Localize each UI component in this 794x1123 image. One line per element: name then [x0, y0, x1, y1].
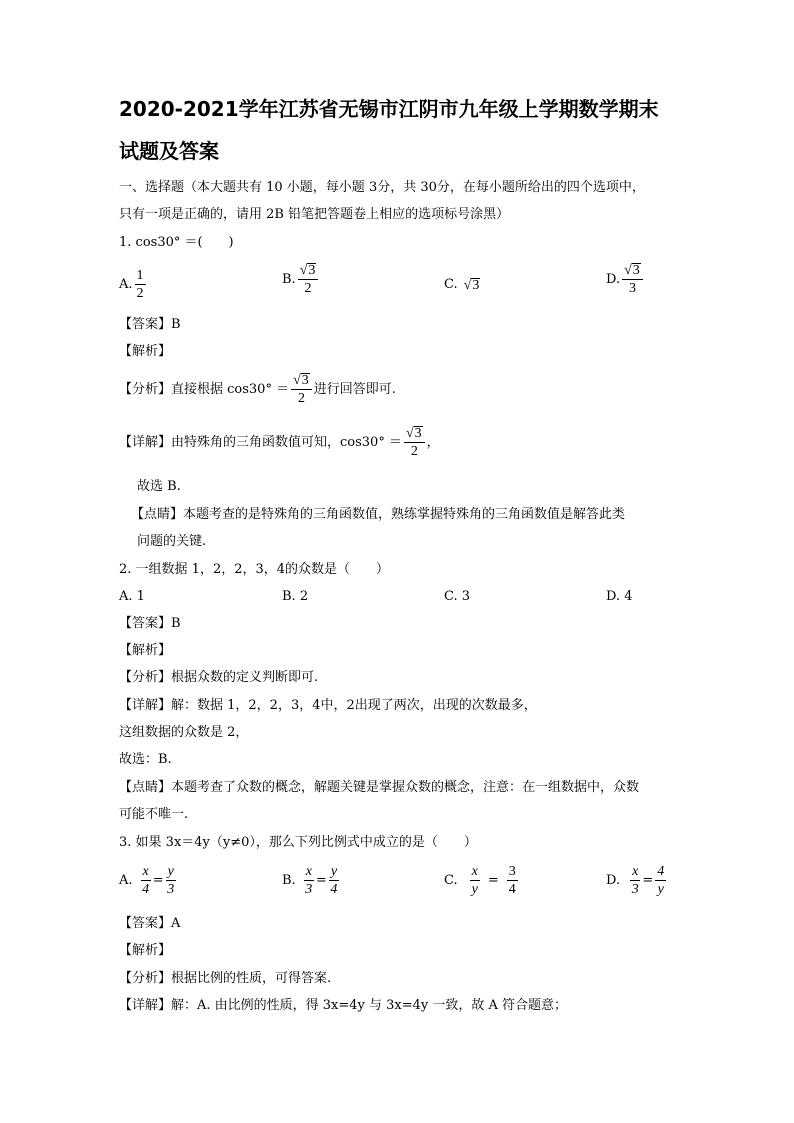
- q3-option-a-right-numerator: y: [167, 864, 174, 879]
- q1-option-c-radicand: 3: [472, 277, 480, 293]
- q1-xiangjie-radicand: 3: [414, 426, 422, 441]
- sqrt-symbol: √ 3: [624, 263, 640, 278]
- q3-analysis-heading: 【解析】: [119, 943, 172, 958]
- q3-option-a-right-fraction: [166, 864, 176, 897]
- q1-fenxi-suffix: 进行回答即可.: [313, 381, 396, 397]
- q3-option-b-left-fraction: [304, 864, 314, 897]
- q1-option-b: [282, 263, 320, 296]
- q1-fenxi-fraction: [291, 373, 312, 406]
- q3-option-c-right-denominator: 4: [508, 882, 516, 897]
- q3-option-d-right-numerator: 4: [657, 864, 665, 879]
- q3-xiangjie: 【详解】解：A. 由比例的性质，得 3x=4y 与 3x=4y 一致，故 A 符合题意；: [119, 998, 568, 1013]
- q3-option-b-label: B.: [282, 872, 296, 888]
- q1-option-c: [444, 277, 480, 293]
- q1-option-d-numerator: [622, 263, 643, 280]
- q3-option-a: [119, 864, 178, 897]
- q3-option-d-left-fraction: [630, 864, 640, 897]
- q3-option-a-left-denominator: 4: [142, 882, 150, 897]
- q1-xiangjie-numerator: [404, 426, 425, 443]
- q1-xiangjie-fraction: [404, 426, 425, 459]
- q3-option-c-right-numerator: 3: [508, 864, 516, 879]
- q1-xiangjie-denominator: 2: [410, 444, 418, 459]
- q1-option-a-label: A.: [119, 276, 133, 292]
- sqrt-symbol: √ 3: [463, 277, 480, 293]
- q1-option-a-denominator: 2: [136, 286, 144, 301]
- q3-option-b-right-numerator: y: [330, 864, 338, 879]
- q3-option-d-left-numerator: x: [632, 864, 639, 879]
- sqrt-symbol: √ 3: [405, 426, 422, 441]
- q3-option-b-right-fraction: [329, 864, 339, 897]
- q3-option-c: [444, 864, 520, 897]
- q1-choose: 故选 B.: [137, 479, 181, 494]
- q1-xiangjie-suffix: ，: [426, 434, 440, 450]
- q1-fenxi: [119, 373, 396, 406]
- q1-fenxi-radicand: 3: [301, 373, 309, 388]
- q2-analysis-heading: 【解析】: [119, 643, 172, 658]
- sqrt-symbol: √ 3: [293, 373, 309, 388]
- q1-analysis-heading: 【解析】: [119, 344, 172, 359]
- q3-option-b-equals: =: [315, 872, 327, 888]
- q1-option-b-denominator: 2: [304, 281, 312, 296]
- q3-option-d-right-denominator: y: [657, 882, 664, 897]
- q1-option-d-radicand: 3: [632, 263, 640, 278]
- q1-fenxi-denominator: 2: [297, 391, 305, 406]
- q1-option-a-numerator: 1: [136, 268, 144, 283]
- q1-dianjing-line1: 【点睛】本题考查的是特殊角的三角函数值，熟练掌握特殊角的三角函数值是解答此类: [131, 507, 626, 522]
- q3-option-b-left-denominator: 3: [305, 882, 313, 897]
- q3-answer: 【答案】A: [119, 916, 181, 931]
- q1-option-d-denominator: 3: [628, 281, 636, 296]
- q2-dianjing-line1: 【点睛】本题考查了众数的概念，解题关键是掌握众数的概念，注意：在一组数据中，众数: [119, 780, 640, 795]
- q1-option-d-fraction: [622, 263, 643, 296]
- q1-option-b-radicand: 3: [308, 263, 316, 278]
- section-header-line2: 只有一项是正确的，请用 2B 铅笔把答题卷上相应的选项标号涂黑）: [119, 207, 510, 222]
- q1-option-b-numerator: [298, 263, 319, 280]
- q3-option-a-left-fraction: [141, 864, 151, 897]
- q2-dianjing-line2: 可能不唯一.: [119, 807, 189, 822]
- q3-fenxi: 【分析】根据比例的性质，可得答案.: [119, 971, 332, 986]
- q3-option-b-left-numerator: x: [305, 864, 312, 879]
- q3-option-d: [606, 864, 668, 897]
- q1-stem: 1. cos30° ＝( ): [119, 235, 234, 250]
- q2-option-a: A. 1: [119, 589, 145, 604]
- q3-option-c-left-fraction: [470, 864, 480, 897]
- q1-option-a: [119, 268, 148, 301]
- doc-title-line1: 2020-2021学年江苏省无锡市江阴市九年级上学期数学期末: [119, 97, 659, 121]
- q1-answer: 【答案】B: [119, 317, 181, 332]
- q1-dianjing-line2: 问题的关键.: [137, 534, 207, 549]
- q3-option-a-right-denominator: 3: [167, 882, 175, 897]
- q3-option-b-right-denominator: 4: [330, 882, 338, 897]
- q3-option-d-label: D.: [606, 872, 621, 888]
- q1-xiangjie-prefix: 【详解】由特殊角的三角函数值可知，cos30° ＝: [119, 434, 402, 450]
- q3-option-c-left-denominator: y: [471, 882, 478, 897]
- q1-option-a-fraction: [135, 268, 146, 301]
- q2-option-d: D. 4: [606, 589, 633, 604]
- q2-fenxi: 【分析】根据众数的定义判断即可.: [119, 670, 319, 685]
- q3-option-d-left-denominator: 3: [631, 882, 639, 897]
- q1-option-b-fraction: [298, 263, 319, 296]
- q3-option-c-equals: =: [487, 872, 499, 888]
- q2-option-c: C. 3: [444, 589, 471, 604]
- q3-option-a-label: A.: [119, 872, 133, 888]
- q2-option-b: B. 2: [282, 589, 309, 604]
- q3-stem: 3. 如果 3x＝4y（y≠0），那么下列比例式中成立的是（ ）: [119, 835, 477, 850]
- q1-fenxi-numerator: [291, 373, 312, 390]
- q2-xiangjie-line1: 【详解】解：数据 1，2，2，3，4中，2出现了两次，出现的次数最多，: [119, 698, 537, 713]
- q3-option-d-equals: =: [642, 872, 654, 888]
- q3-option-a-equals: =: [152, 872, 164, 888]
- q1-option-b-label: B.: [282, 271, 296, 287]
- q1-xiangjie: [119, 426, 440, 459]
- q3-option-c-label: C.: [444, 872, 458, 888]
- q2-xiangjie-line2: 这组数据的众数是 2，: [119, 725, 249, 740]
- q1-option-d: [606, 263, 645, 296]
- q2-stem: 2. 一组数据 1，2，2，3，4的众数是（ ）: [119, 562, 390, 577]
- q1-option-c-label: C.: [444, 277, 458, 292]
- q3-option-d-right-fraction: [655, 864, 666, 897]
- q3-option-c-left-numerator: x: [471, 864, 478, 879]
- doc-title-line2: 试题及答案: [119, 139, 219, 163]
- q1-option-d-label: D.: [606, 271, 621, 287]
- q2-choose: 故选：B.: [119, 752, 172, 767]
- q3-option-b: [282, 864, 341, 897]
- q3-option-a-left-numerator: x: [142, 864, 149, 879]
- sqrt-symbol: √ 3: [299, 263, 316, 278]
- q3-option-c-right-fraction: [507, 864, 518, 897]
- q1-fenxi-prefix: 【分析】直接根据 cos30° ＝: [119, 381, 290, 397]
- q2-answer: 【答案】B: [119, 616, 181, 631]
- section-header-line1: 一、选择题（本大题共有 10 小题，每小题 3分，共 30分，在每小题所给出的四个选项中，: [119, 180, 645, 195]
